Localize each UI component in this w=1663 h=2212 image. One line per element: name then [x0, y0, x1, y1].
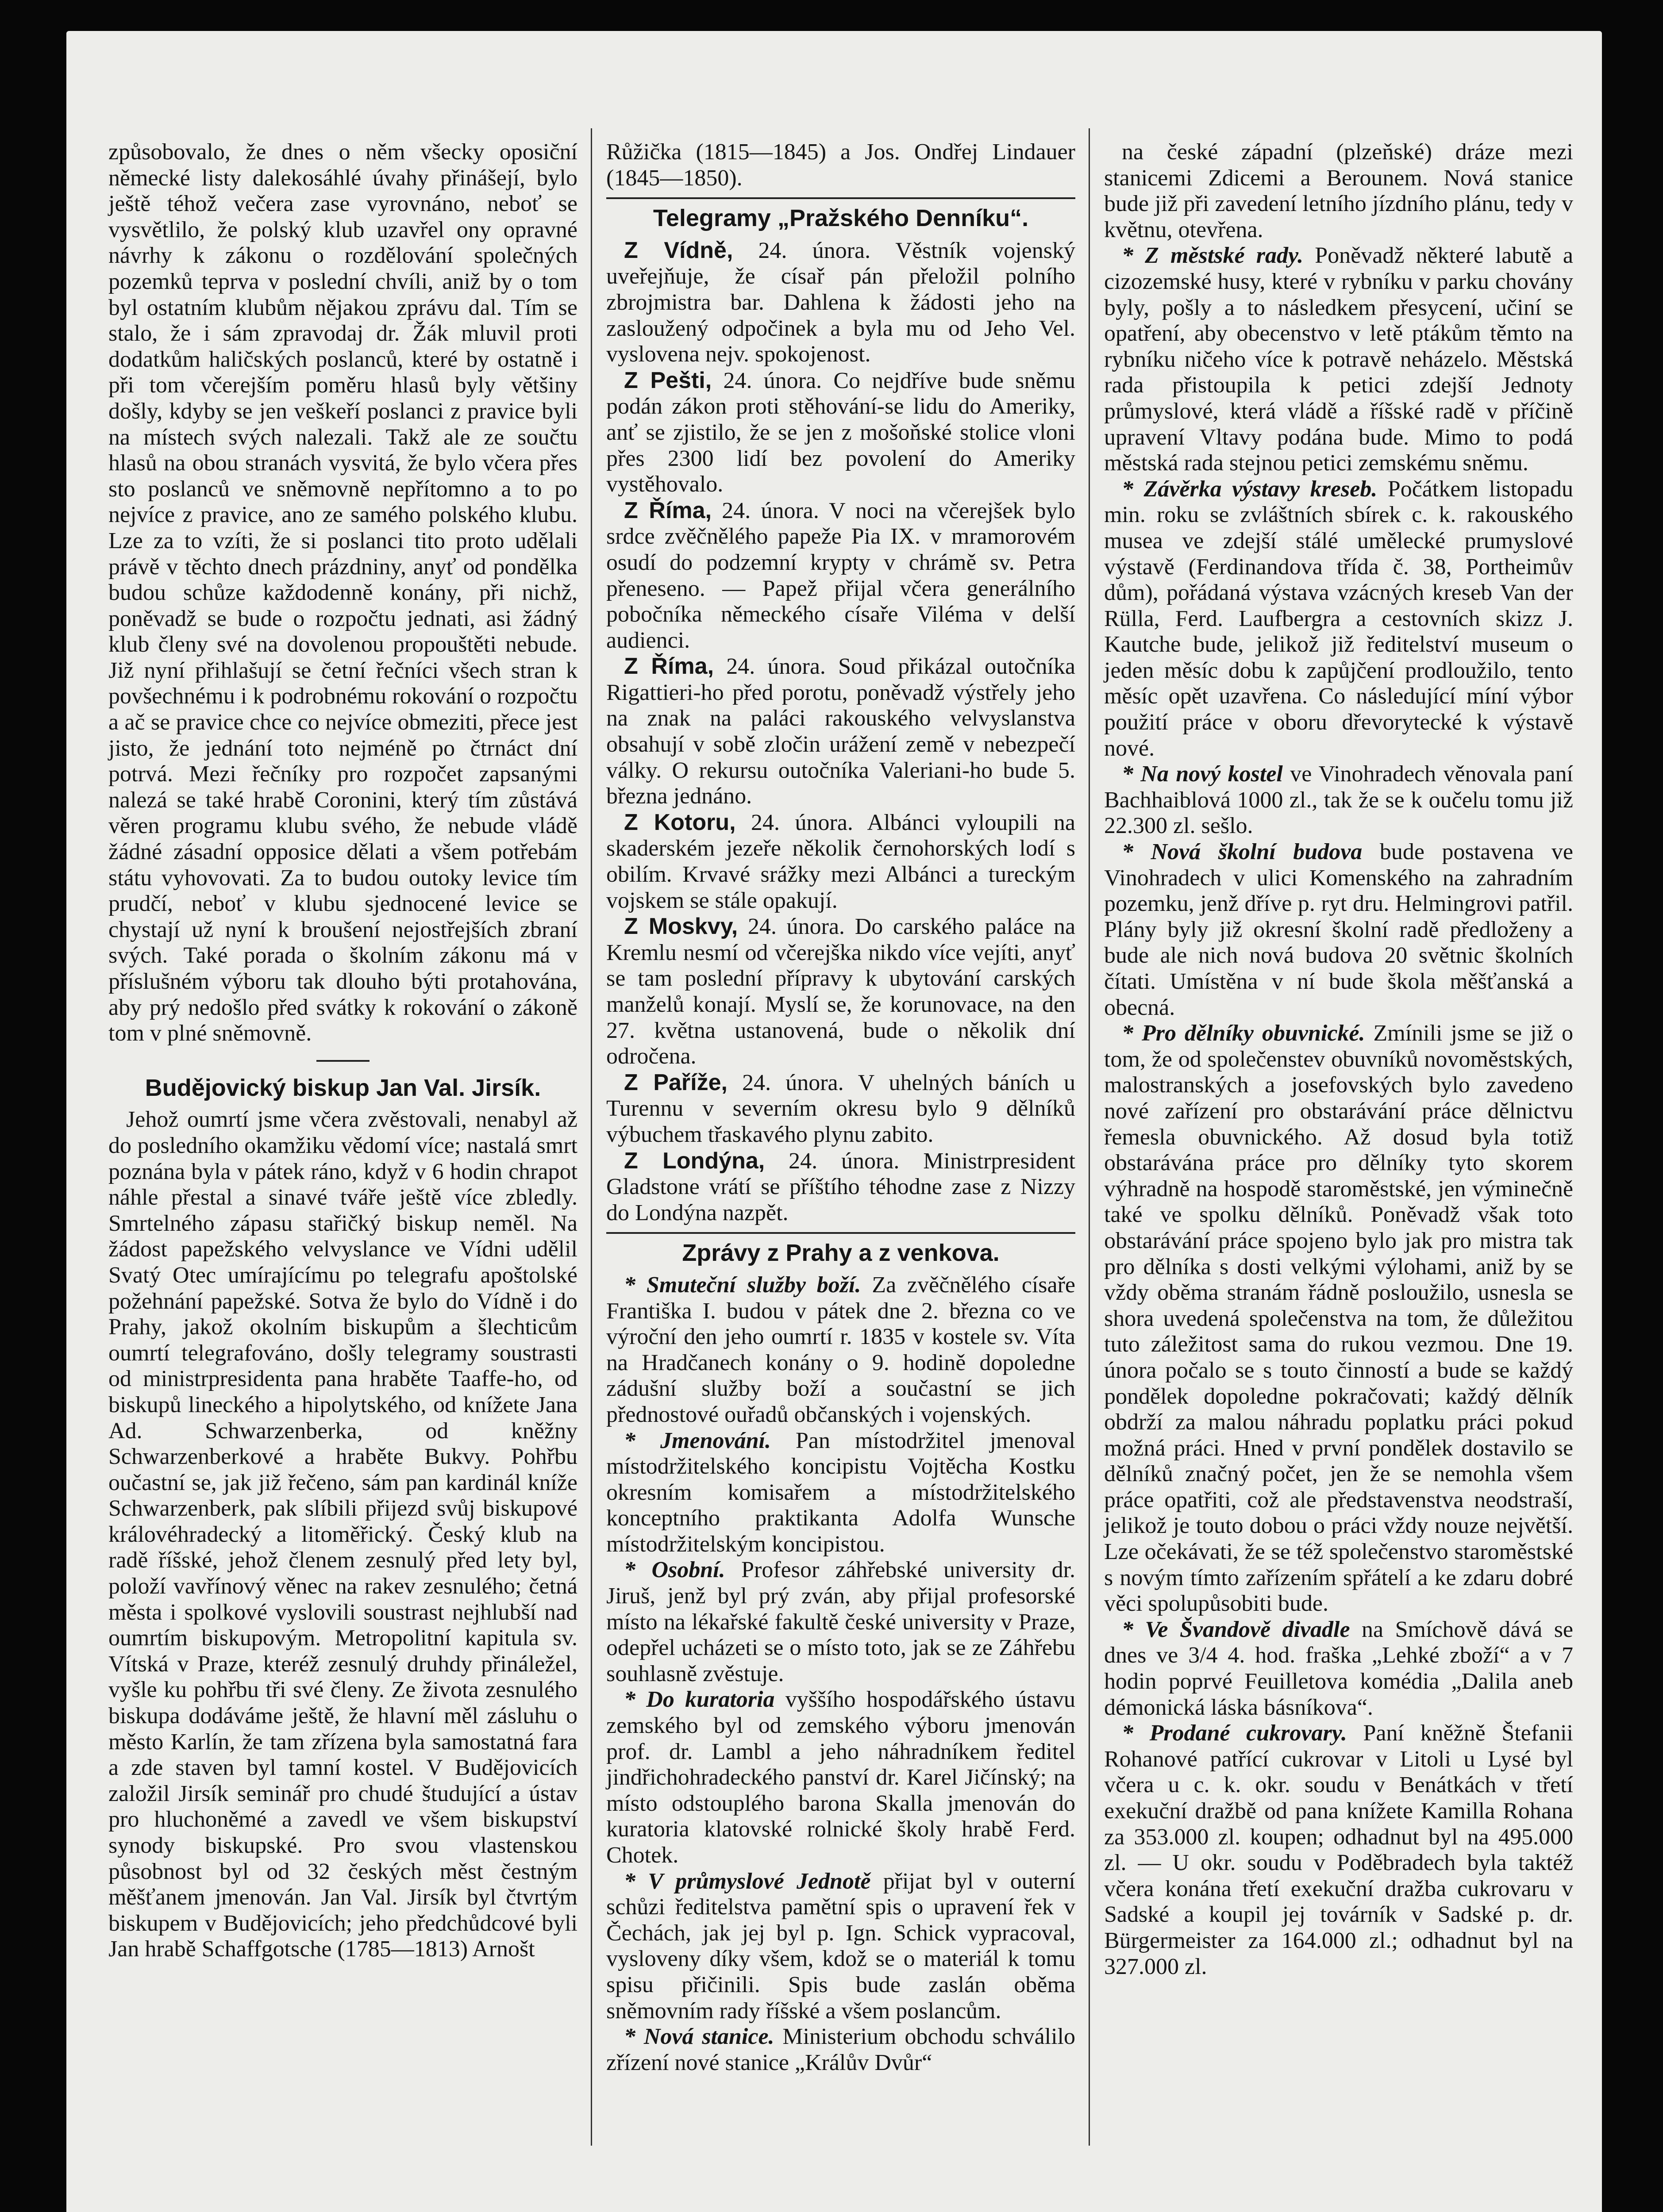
news-item	[606, 1869, 1075, 2024]
telegram-item	[606, 914, 1075, 1070]
news-item-lead: * Osobní.	[624, 1557, 725, 1583]
news-item-text: Paní kněžně Štefanii Rohanové patřící cukrovar v Litoli u Lysé byl včera u c. k. okr. soudu v Benátkách v třetí exekuční dražbě od pana knížete Kamilla Rohana za 353.000 zl. koupen; odhadnut byl na 495.000 zl. — U okr. soudu v Poděbradech byla taktéž včera konána třetí exekuční dražba cukrovaru v Sadské a koupil jej továrník v Sadské p. dr. Bürgermeister za 164.000 zl.; odhadnut byl na 327.000 zl.	[1104, 1720, 1574, 1979]
column-divider	[591, 128, 592, 2146]
telegram-list	[606, 238, 1075, 1226]
news-item-lead: * Do kuratoria	[624, 1687, 775, 1713]
telegram-item	[606, 238, 1075, 368]
article-continuation: Růžička (1815—1845) a Jos. Ondřej Lindauer (1845—1850).	[606, 139, 1075, 191]
news-item	[606, 1557, 1075, 1687]
column-2	[606, 139, 1075, 2076]
news-item-lead: * Závěrka výstavy kreseb.	[1122, 476, 1378, 502]
news-item	[1104, 1617, 1573, 1720]
news-item-lead: * V průmyslové Jednotě	[624, 1868, 871, 1894]
news-item-lead: * Nová stanice.	[624, 2024, 774, 2050]
news-item	[1104, 476, 1573, 762]
news-item-lead: * Smuteční služby boží.	[624, 1272, 861, 1298]
news-item-lead: * Jmenování.	[624, 1428, 771, 1453]
telegram-item	[606, 368, 1075, 498]
telegram-item-lead: Z Paříže,	[624, 1069, 728, 1095]
news-heading: Zprávy z Prahy a z venkova.	[682, 1240, 1000, 1267]
article-body-bishop: Jehož oumrtí jsme včera zvěstovali, nenabyl až do posledního okamžiku vědomí více; nastalá smrt poznána byla v pátek ráno, když v 6 hodin chrapot náhle přestal a sinavé tváře ještě více zbledly. Smrtelného zápasu stařičký biskup neměl. Na žádost papežského velvyslance ve Vídni udělil Svatý Otec umírajícímu po telegrafu apoštolské požehnání papežské. Sotva že bylo do Vídně i do Prahy, jakož okolním biskupům a šlechticům oumrtí telegrafováno, došly telegramy soustrasti od ministrpresidenta pana hraběte Taaffe-ho, od biskupů lineckého a hipolytského, od knížete Jana Ad. Schwarzenberka, od kněžny Schwarzenberkové a hraběte Bukvy. Pohřbu oučastní se, jak již řečeno, sám pan kardinál kníže Schwarzenberk, pak slíbili přijezd svůj biskupové královéhradecký a litoměřický. Český klub na radě říšské, jehož členem zesnulý před lety byl, položí vavřínový věnec na rakev zesnulého; četná města i spolkové vyslovili soustrast nejhlubší nad oumrtím biskupovým. Metropolitní kapitula sv. Vítská v Praze, kteréž zesnulý druhdy přináležel, vyšle ku pohřbu tři své členy. Ze života zesnulého biskupa dodáváme ještě, že hlavní měl zásluhu o město Karlín, že tam zřízena byla samostatná fara a zde staven byl tamní kostel. V Budějovicích založil Jirsík seminář pro chudé študující a ústav pro hluchoněmé a zavedl ve všem biskupství synody biskupské. Pro svou vlastenskou působnost byl od 32 českých měst čestným měšťanem jmenován. Jan Val. Jirsík byl čtvrtým biskupem v Budějovicích; jeho předchůdcové byli Jan hrabě Schaffgotsche (1785—1813) Arnošt	[108, 1107, 577, 1962]
news-item-lead: * Na nový kostel	[1122, 761, 1283, 787]
telegram-item	[606, 498, 1075, 654]
column-1	[108, 139, 577, 1962]
section-divider	[316, 1060, 370, 1062]
news-item-text: Ministerium obchodu schválilo zřízení nové stanice „Králův Dvůr“	[606, 2024, 1075, 2075]
news-item	[1104, 139, 1573, 243]
telegram-item-lead: Z Vídně,	[624, 237, 733, 263]
telegram-item-lead: Z Říma,	[624, 653, 714, 680]
telegram-item	[606, 1070, 1075, 1148]
news-list	[606, 1272, 1075, 2076]
news-item	[606, 1687, 1075, 1868]
telegram-item-text: 24. února. Ministrpresident Gladstone vrátí se příštího téhodne zase z Nizzy do Londýna nazpět.	[606, 1148, 1075, 1225]
news-item-text: Za zvěčnělého císaře Františka I. budou v pátek dne 2. března co ve výroční den jeho oumrtí r. 1835 v kostele sv. Víta na Hradčanech konány o 9. hodině dopoledne zádušní služby boží a součastní se jich přednostové ouřadů občanských i vojenských.	[606, 1272, 1076, 1427]
news-item	[1104, 1720, 1573, 1980]
telegram-item-text: 24. února. Albánci vyloupili na skaderském jezeře několik černohorských lodí s obilím. Krvavé srážky mezi Albánci a tureckým vojskem se stále opakují.	[606, 810, 1075, 913]
news-item-lead: * Z městské rady.	[1122, 243, 1304, 269]
section-divider	[606, 1232, 1075, 1234]
column-3	[1104, 139, 1573, 1980]
newspaper-page	[66, 31, 1602, 2212]
news-item-text: na české západní (plzeňské) dráze mezi stanicemi Zdicemi a Berounem. Nová stanice bude již při zavedení letního jízdního plánu, tedy v květnu, otevřena.	[1104, 139, 1573, 242]
news-item-text: Profesor záhřebské university dr. Jiruš, jenž byl prý zván, aby přijal profesorské místo na lékařské fakultě české university v Praze, odepřel ucházeti se o místo toto, jak se ze Záhřebu souhlasně zvěstuje.	[606, 1557, 1076, 1686]
article-heading-bishop: Budějovický biskup Jan Val. Jirsík.	[145, 1074, 541, 1101]
news-item	[606, 2024, 1075, 2076]
article-continuation: způsobovalo, že dnes o něm všecky oposiční německé listy dalekosáhlé úvahy přinášejí, bylo ještě téhož večera zase vyrovnáno, neboť se vysvětlilo, že polský klub uzavřel ony opravné návrhy k zákonu o rozdělování společných pozemků teprva v poslední chvíli, aniž by o tom byl ostatním klubům nějakou zprávu dal. Tím se stalo, že i sám zpravodaj dr. Žák mluvil proti dodatkům haličských poslanců, které by ostatně i při tom včerejším poměru hlasů byly většiny došly, kdyby se jen veškeří poslanci z pravice byli na místech svých nalezali. Takž ale ze součtu hlasů na obou stranách vysvitá, že bylo včera přes sto poslanců ve sněmovně nepřítomno a to po nejvíce z pravice, ano ze samého polského klubu. Lze za to vzíti, že si poslanci tito proto udělali právě v těchto dnech prázdniny, anyť od pondělka budou schůze každodenně konány, při nichž, poněvadž se bude o rozpočtu jednati, asi žádný klub členy své na dovolenou propouštěti nebude. Již nyní přihlašují se četní řečníci všech stran k povšechnému i k podrobnému rokování o rozpočtu a ač se pravice chce co nejvíce obmeziti, přece jest jisto, že jednání toto nejméně po čtrnáct dní potrvá. Mezi řečníky pro rozpočet zapsanými nalezá se také hrabě Coronini, který tím zůstává věren programu klubu svého, že nebude vládě žádné zásadní opposice dělati a všem potřebám státu vyhovovati. Za to budou outoky levice tím prudčí, neboť v klubu sjednocené levice se chystají už nyní k broušení nejostřejších zbraní svých. Také porada o školním zákonu má v příslušném výboru tak dlouho býti protahována, aby prý nedošlo před svátky k rokování o zákoně tom v plné sněmovně.	[108, 139, 577, 1046]
news-item	[606, 1272, 1075, 1428]
telegram-item-lead: Z Londýna,	[624, 1148, 765, 1174]
news-item-text: Počátkem listopadu min. roku se zvláštních sbírek c. k. rakouského musea ve zdejší stálé umělecké prumyslové výstavě (Ferdinandova třída č. 38, Portheimův dům), pořádaná výstava vzácných kreseb Van der Rülla, Ferd. Laufbergra a cestovních skizz J. Kautche bude, jelikož již ředitelství museum o jeden měsíc dobu k zapůjčení prodloužilo, tento měsíc opět uzavřena. Co následující míní výbor použití práce v oboru dřevorytecké k výstavě nové.	[1104, 476, 1574, 761]
telegram-item-lead: Z Kotoru,	[624, 809, 736, 835]
telegram-item-text: 24. února. Do carského paláce na Kremlu nesmí od včerejška nikdo více vejíti, anyť se tam poslední přípravy k ubytování carských manželů konají. Myslí se, že korunovace, na den 27. května ustanovená, bude o několik dní odročena.	[606, 914, 1076, 1069]
telegram-item-text: 24. února. V noci na včerejšek bylo srdce zvěčnělého papeže Pia IX. v mramorovém osudí do podzemní krypty v chrámě sv. Petra přeneseno. — Papež přijal včera generálního pobočníka německého císaře Viléma v delší audienci.	[606, 498, 1075, 653]
news-item	[1104, 839, 1573, 1021]
telegram-item-lead: Z Pešti,	[624, 367, 712, 393]
column-divider	[1089, 128, 1090, 2146]
telegram-item-text: 24. února. Věstník vojenský uveřejňuje, že císař pán přeložil polního zbrojmistra bar. Dahlena k žádosti jeho na zasloužený odpočinek a byla mu od Jeho Vel. vyslovena nejv. spokojenost.	[606, 238, 1075, 367]
news-item-text: přijat byl v outerní schůzi ředitelstva pamětní spis o upravení řek v Čechách, jak jej byl p. Ign. Schick vypracoval, vysloveny díky všem, kdož se o materiál k tomu spisu přičinili. Spis bude zaslán oběma sněmovním rady říšské a všem poslancům.	[606, 1868, 1075, 2024]
news-item	[606, 1428, 1075, 1558]
telegram-item-lead: Z Říma,	[624, 497, 712, 523]
news-item	[1104, 243, 1573, 476]
news-item-lead: * Nová školní budova	[1122, 839, 1363, 865]
telegrams-heading: Telegramy „Pražského Denníku“.	[653, 205, 1029, 232]
news-item-lead: * Ve Švandově divadle	[1122, 1617, 1350, 1642]
news-item-text: ve Vinohradech věnovala paní Bachhaiblová 1000 zl., tak že se k oučelu tomu již 22.300 zl. sešlo.	[1104, 761, 1574, 839]
telegram-item-text: 24. února. V uhelných báních u Turennu v severním okresu bylo 9 dělníků výbuchem třaskavého plynu zabito.	[606, 1070, 1075, 1147]
telegram-item	[606, 1148, 1075, 1226]
telegram-item	[606, 653, 1075, 810]
news-item-text: vyššího hospodářského ústavu zemského byl od zemského výboru jmenován prof. dr. Lambl a jeho náhradníkem ředitel jindřichohradeckého panství dr. Karel Jičínský; na místo odstouplého barona Skalla jmenován do kuratoria klatovské rolnické školy hrabě Ferd. Chotek.	[606, 1687, 1076, 1868]
news-item-lead: * Pro dělníky obuvnické.	[1122, 1021, 1365, 1046]
news-item-text: na Smíchově dává se dnes ve 3/4 4. hod. fraška „Lehké zboží“ a v 7 hodin poprvé Feuilletova komédia „Dalila aneb démonická láska básníkova“.	[1104, 1617, 1574, 1720]
news-item-text: Zmínili jsme se již o tom, že od společenstev obuvníků novoměstských, malostranských a josefovských bylo zavedeno nové zařízení pro obstarávání práce dělnictvu řemesla obuvnického. Až dosud byla totiž obstarávána práce pro dělníky tyto skorem výhradně na hospodě staroměstské, jen výminečně také ve spolku dělníků. Poněvadž však toto obstarávání práce spojeno bylo jak pro mistra tak pro dělníka s dosti velkými výlohami, aniž by se vždy oběma stranám řádně posloužilo, usnesla se shora uvedená společenstva na tom, že důležitou tuto záležitost sama do rukou vezmou. Dne 19. února počalo se s touto činností a bude se každý pondělek dopoledne pokračovati; každý dělník obdrží za malou náhradu poplatku práci pokud možná práci. Hned v první pondělek dostavilo se dělníků značný počet, jen že se nemohla všem práce opatřiti, což ale představenstva neodstraší, jelikož je touto dobou o práci vždy nouze největší. Lze očekávati, že se též společenstvo staroměstské s novým tímto zařízením spřátelí a ke zdaru dobré věci spolupůsobiti bude.	[1104, 1021, 1573, 1617]
section-divider	[606, 197, 1075, 199]
news-item	[1104, 761, 1573, 839]
news-item	[1104, 1021, 1573, 1617]
telegram-item-text: 24. února. Soud přikázal outočníka Rigattieri-ho před porotu, poněvadž výstřely jeho na znak na paláci rakouského velvyslanstva obsahují v sobě zločin urážení země v nebezpečí války. O rekursu outočníka Valeriani-ho bude 5. března jednáno.	[606, 654, 1075, 809]
news-item-text: Poněvadž některé labutě a cizozemské husy, které v rybníku v parku chovány byly, pošly a to následkem přesycení, učiní se opatření, aby obecenstvo v letě ptákům těmto na rybníku ničeho více k potravě neházelo. Městská rada přistoupila k petici zdejší Jednoty průmyslové, která vládě a říšské radě v příčině upravení Vltavy podána bude. Mimo to podá městská rada stejnou petici zemskému sněmu.	[1104, 243, 1573, 476]
news-item-lead: * Prodané cukrovary.	[1122, 1720, 1347, 1746]
news-item-text: bude postavena ve Vinohradech v ulici Komenského na zahradním pozemku, jenž dříve p. ryt dru. Helmingrovi patřil. Plány byly již okresní školní radě předloženy a bude ale nich nová budova 20 světnic školních čítati. Umístěna v ní bude škola měšťanská a obecná.	[1104, 839, 1574, 1020]
telegram-item	[606, 810, 1075, 914]
telegram-item-text: 24. února. Co nejdříve bude sněmu podán zákon proti stěhování-se lidu do Ameriky, anť se zjistilo, že se jen z mošoňské stolice vloni přes 2300 lidí bez povolení do Ameriky vystěhovalo.	[606, 368, 1075, 497]
telegram-item-lead: Z Moskvy,	[624, 914, 738, 940]
news-item-text: Pan místodržitel jmenoval místodržitelského koncipistu Vojtěcha Kostku okresním komisařem a místodržitelského konceptního praktikanta Adolfa Wunsche místodržitelským koncipistou.	[606, 1428, 1075, 1557]
